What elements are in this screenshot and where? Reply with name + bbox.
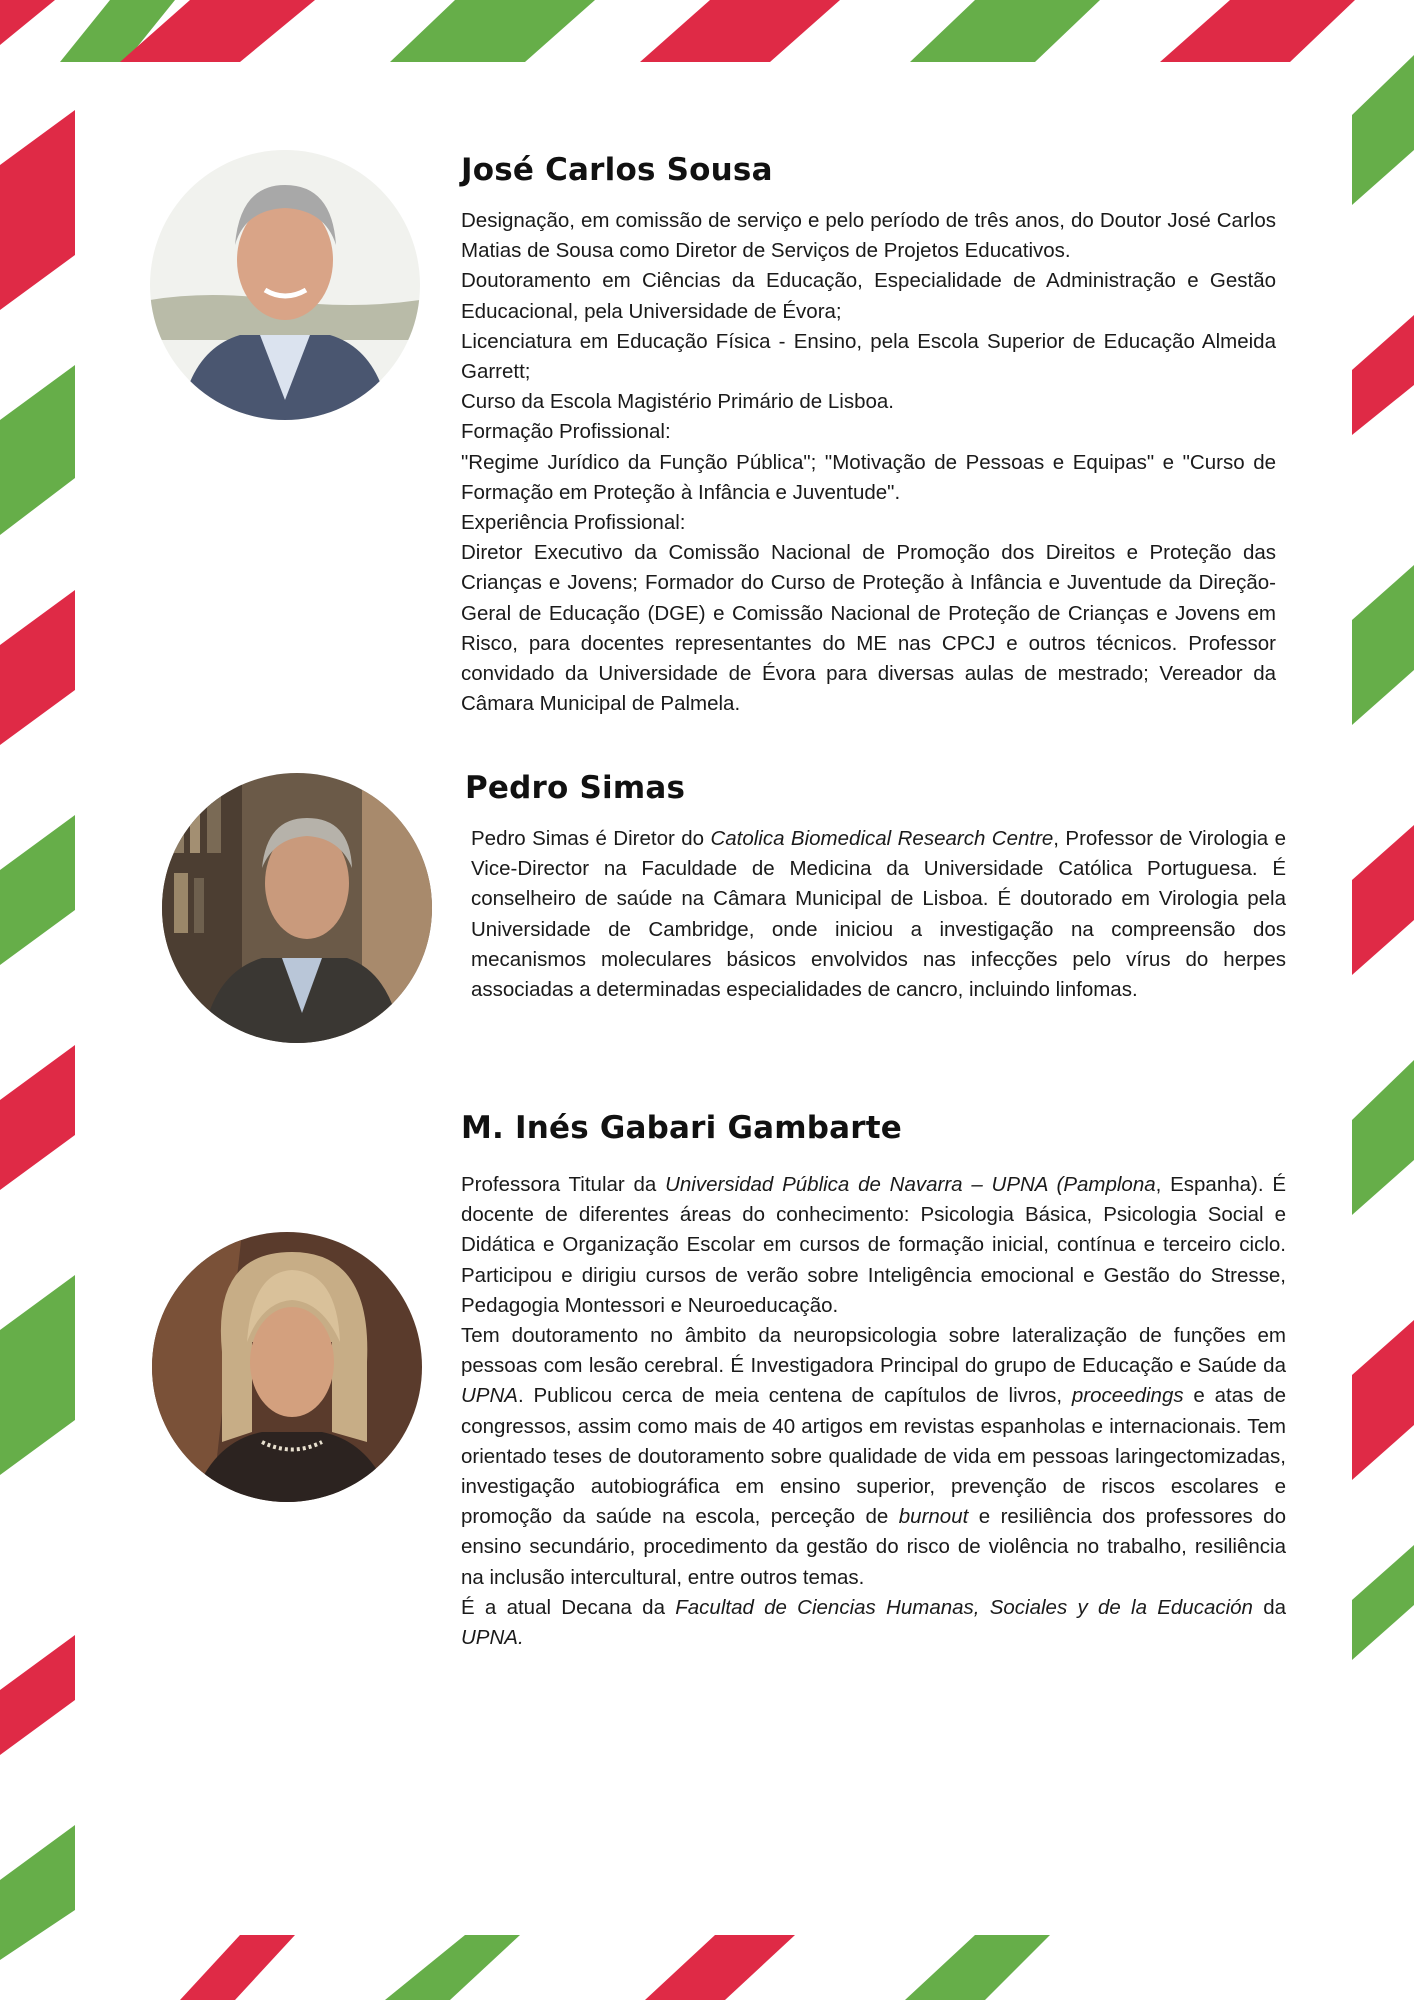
bio-paragraph <box>461 1593 1286 1653</box>
portrait-ines-gabari-gambarte <box>152 1232 422 1502</box>
bio-text: , Espanha). É docente de diferentes áreas do conhecimento: Psicologia Básica, Psicologia Social e Didática e Organização Escolar em cursos de formação inicial, contínua e terceiro ciclo. Participou e dirigiu cursos de verão sobre Inteligência emocional e Gestão do Stresse, Pedagogia Montessori e Neuroeducação. <box>461 1173 1287 1317</box>
stripe-green <box>390 0 595 62</box>
right-stripes <box>1352 55 1414 1660</box>
bio-italic: Facultad de Ciencias Humanas, Sociales y de la Educación <box>675 1595 1253 1619</box>
stripe-green <box>1352 1060 1414 1215</box>
bio-paragraph: Licenciatura em Educação Física - Ensino, pela Escola Superior de Educação Almeida Garrett; <box>461 329 1276 384</box>
person-pedro-simas <box>465 770 1286 1005</box>
bio-paragraph: Experiência Profissional: <box>461 511 686 535</box>
stripe-red <box>1352 315 1414 435</box>
stripe-green <box>0 365 75 535</box>
bio-paragraph: Curso da Escola Magistério Primário de Lisboa. <box>461 390 894 414</box>
stripe-red <box>0 0 55 45</box>
left-stripes <box>0 110 75 1960</box>
stripe-green <box>905 1935 1050 2000</box>
stripe-red <box>0 1635 75 1755</box>
stripe-red <box>0 1045 75 1190</box>
bio-paragraph <box>461 1321 1286 1593</box>
stripe-red <box>0 110 75 310</box>
bio-paragraph: "Regime Jurídico da Função Pública"; "Motivação de Pessoas e Equipas" e "Curso de Formação em Proteção à Infância e Juventude". <box>461 450 1276 504</box>
stripe-red <box>1352 825 1414 975</box>
stripe-green <box>385 1935 520 2000</box>
person-name: M. Inés Gabari Gambarte <box>461 1110 902 1146</box>
bio-italic: Universidad Pública de Navarra – UPNA (Pamplona <box>665 1173 1156 1196</box>
top-stripes <box>0 0 1355 62</box>
stripe-green <box>0 815 75 965</box>
person-name: Pedro Simas <box>465 770 686 806</box>
bio-text: Tem doutoramento no âmbito da neuropsicologia sobre lateralização de funções em pessoas com lesão cerebral. É Investigadora Principal do grupo de Educação e Saúde da <box>461 1324 1286 1378</box>
bio-paragraph: Diretor Executivo da Comissão Nacional de Promoção dos Direitos e Proteção das Crianças e Jovens; Formador do Curso de Proteção à Infância e Juventude da Direção-Geral de Educação (DGE) e Comissão Nacional de Proteção de Crianças e Jovens em Risco, para docentes representantes do ME nas CPCJ e outros técnicos. Professor convidado da Universidade de Évora para diversas aulas de mestrado; Vereador da Câmara Municipal de Palmela. <box>461 541 1276 716</box>
stripe-red <box>640 0 840 62</box>
bio-text: . Publicou cerca de meia centena de capítulos de livros, <box>517 1384 1072 1408</box>
stripe-green <box>1352 1545 1414 1660</box>
bio-paragraph <box>461 1170 1286 1321</box>
stripe-red <box>1160 0 1355 62</box>
stripe-red <box>1352 1320 1414 1480</box>
person-bio <box>465 824 1286 1005</box>
bio-text: e atas de congressos, assim como mais de 40 artigos em revistas espanholas e internacionais. Tem orientado teses de doutoramento sobre qualidade de vida em pessoas laringectomizadas, investigação autobiográfica em ensino superior, prevenção de riscos escolares e promoção da saúde na escola, perceção de <box>461 1384 1286 1529</box>
bio-italic: proceedings <box>1071 1384 1184 1408</box>
stripe-green <box>1352 565 1414 725</box>
bio-text: da <box>1252 1595 1287 1619</box>
bottom-stripes <box>180 1935 1050 2000</box>
bio-text: Pedro Simas é Diretor do <box>471 827 711 850</box>
stripe-green <box>0 1825 75 1960</box>
bio-paragraph: Formação Profissional: <box>461 420 671 444</box>
person-ines-gabari-gambarte <box>461 1110 1286 1653</box>
bio-italic: UPNA <box>461 1384 518 1408</box>
stripe-green <box>910 0 1100 62</box>
person-bio <box>461 1170 1286 1653</box>
person-bio <box>461 206 1276 719</box>
portrait-jose-carlos-sousa <box>150 150 420 420</box>
person-jose-carlos-sousa <box>461 152 1276 719</box>
stripe-red <box>645 1935 795 2000</box>
bio-text: É a atual Decana da <box>461 1595 676 1619</box>
bio-text: Professora Titular da <box>461 1173 666 1196</box>
bio-paragraph: Doutoramento em Ciências da Educação, Especialidade de Administração e Gestão Educacional, pela Universidade de Évora; <box>461 269 1276 323</box>
portrait-pedro-simas <box>162 773 432 1043</box>
bio-text: e resiliência dos professores do ensino secundário, procedimento da gestão do risco de violência no trabalho, resiliência na inclusão intercultural, entre outros temas. <box>461 1505 1286 1589</box>
bio-italic: Catolica Biomedical Research Centre <box>710 827 1054 850</box>
bio-italic: UPNA. <box>461 1626 524 1650</box>
stripe-green <box>1352 55 1414 205</box>
bio-paragraph <box>471 824 1286 1005</box>
stripe-green <box>0 1275 75 1475</box>
stripe-red <box>0 590 75 745</box>
stripe-red <box>180 1935 295 2000</box>
person-name: José Carlos Sousa <box>461 152 773 188</box>
bio-italic: burnout <box>898 1505 969 1529</box>
bio-paragraph: Designação, em comissão de serviço e pelo período de três anos, do Doutor José Carlos Matias de Sousa como Diretor de Serviços de Projetos Educativos. <box>461 209 1276 263</box>
bio-text: , Professor de Virologia e Vice-Director na Faculdade de Medicina da Universidade Católica Portuguesa. É conselheiro de saúde na Câmara Municipal de Lisboa. É doutorado em Virologia pela Universidade de Cambridge, onde iniciou a investigação na compreensão dos mecanismos moleculares básicos envolvidos nas infecções pelo vírus do herpes associadas a determinadas especialidades de cancro, incluindo linfomas. <box>471 827 1286 1002</box>
